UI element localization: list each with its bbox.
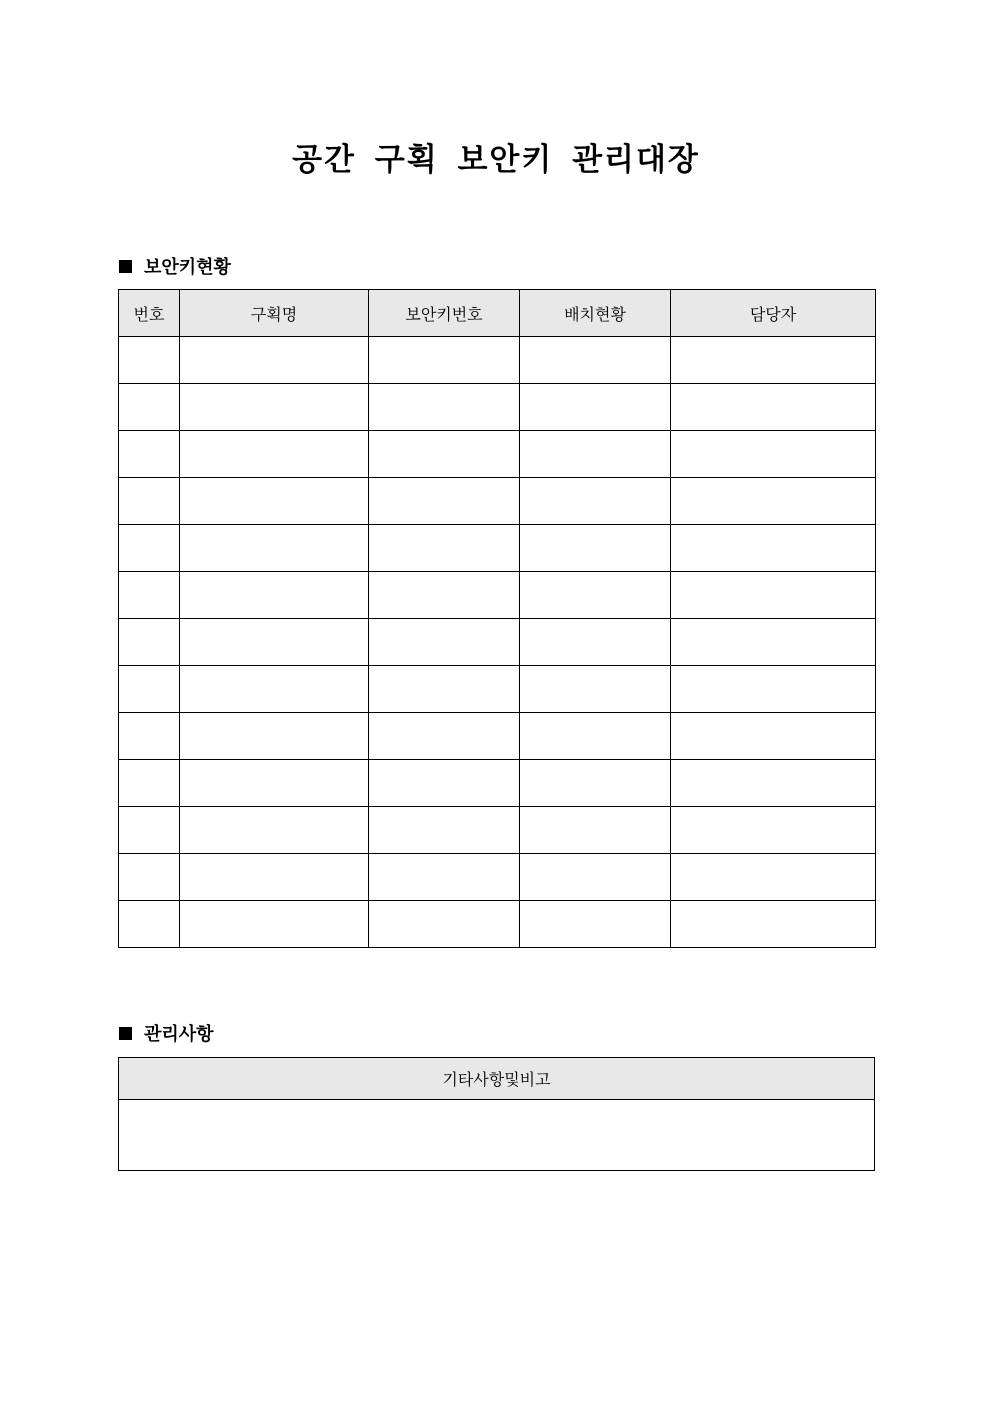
table-row	[119, 854, 876, 901]
cell-placement-status[interactable]	[520, 807, 671, 854]
cell-zone-name[interactable]	[180, 525, 369, 572]
remarks-cell[interactable]	[119, 1100, 875, 1171]
cell-manager[interactable]	[671, 478, 876, 525]
section-heading-management	[119, 1020, 214, 1046]
cell-number[interactable]	[119, 384, 180, 431]
cell-number[interactable]	[119, 478, 180, 525]
section-heading-label: 관리사항	[144, 1024, 214, 1045]
cell-manager[interactable]	[671, 525, 876, 572]
cell-placement-status[interactable]	[520, 666, 671, 713]
cell-key-number[interactable]	[369, 478, 520, 525]
cell-zone-name[interactable]	[180, 713, 369, 760]
cell-manager[interactable]	[671, 619, 876, 666]
cell-placement-status[interactable]	[520, 384, 671, 431]
management-notes-table	[118, 1057, 875, 1171]
cell-zone-name[interactable]	[180, 431, 369, 478]
table-header-row	[119, 290, 876, 337]
cell-number[interactable]	[119, 854, 180, 901]
cell-zone-name[interactable]	[180, 666, 369, 713]
column-header-number: 번호	[119, 290, 180, 337]
cell-zone-name[interactable]	[180, 901, 369, 948]
cell-key-number[interactable]	[369, 760, 520, 807]
cell-number[interactable]	[119, 525, 180, 572]
cell-key-number[interactable]	[369, 337, 520, 384]
cell-key-number[interactable]	[369, 854, 520, 901]
table-header-row	[119, 1058, 875, 1100]
section-heading-label: 보안키현황	[144, 257, 231, 278]
table-row	[119, 807, 876, 854]
cell-placement-status[interactable]	[520, 431, 671, 478]
cell-zone-name[interactable]	[180, 572, 369, 619]
cell-key-number[interactable]	[369, 572, 520, 619]
cell-placement-status[interactable]	[520, 713, 671, 760]
cell-placement-status[interactable]	[520, 337, 671, 384]
cell-placement-status[interactable]	[520, 525, 671, 572]
table-row	[119, 384, 876, 431]
page-title: 공간 구획 보안키 관리대장	[292, 142, 700, 178]
section-heading-key-status	[119, 253, 231, 279]
cell-zone-name[interactable]	[180, 384, 369, 431]
cell-key-number[interactable]	[369, 525, 520, 572]
cell-placement-status[interactable]	[520, 572, 671, 619]
column-header-placement-status: 배치현황	[520, 290, 671, 337]
table-row	[119, 478, 876, 525]
table-row	[119, 572, 876, 619]
cell-placement-status[interactable]	[520, 619, 671, 666]
cell-manager[interactable]	[671, 572, 876, 619]
cell-key-number[interactable]	[369, 807, 520, 854]
column-header-remarks: 기타사항및비고	[119, 1058, 875, 1100]
cell-manager[interactable]	[671, 901, 876, 948]
cell-zone-name[interactable]	[180, 337, 369, 384]
table-row	[119, 666, 876, 713]
cell-number[interactable]	[119, 337, 180, 384]
table-row	[119, 525, 876, 572]
cell-zone-name[interactable]	[180, 619, 369, 666]
cell-key-number[interactable]	[369, 431, 520, 478]
cell-manager[interactable]	[671, 854, 876, 901]
cell-placement-status[interactable]	[520, 760, 671, 807]
cell-key-number[interactable]	[369, 713, 520, 760]
cell-number[interactable]	[119, 807, 180, 854]
cell-manager[interactable]	[671, 431, 876, 478]
square-bullet-icon	[119, 1027, 132, 1040]
table-row	[119, 1100, 875, 1171]
table-row	[119, 337, 876, 384]
cell-manager[interactable]	[671, 384, 876, 431]
cell-number[interactable]	[119, 760, 180, 807]
table-row	[119, 760, 876, 807]
cell-manager[interactable]	[671, 337, 876, 384]
cell-number[interactable]	[119, 901, 180, 948]
cell-key-number[interactable]	[369, 384, 520, 431]
cell-number[interactable]	[119, 619, 180, 666]
cell-manager[interactable]	[671, 760, 876, 807]
cell-key-number[interactable]	[369, 619, 520, 666]
cell-placement-status[interactable]	[520, 854, 671, 901]
cell-zone-name[interactable]	[180, 854, 369, 901]
key-status-table	[118, 289, 876, 948]
column-header-manager: 담당자	[671, 290, 876, 337]
cell-zone-name[interactable]	[180, 478, 369, 525]
cell-key-number[interactable]	[369, 666, 520, 713]
cell-number[interactable]	[119, 431, 180, 478]
cell-manager[interactable]	[671, 713, 876, 760]
table-row	[119, 713, 876, 760]
cell-placement-status[interactable]	[520, 478, 671, 525]
cell-manager[interactable]	[671, 666, 876, 713]
cell-zone-name[interactable]	[180, 760, 369, 807]
table-row	[119, 431, 876, 478]
cell-key-number[interactable]	[369, 901, 520, 948]
cell-number[interactable]	[119, 713, 180, 760]
column-header-zone-name: 구획명	[180, 290, 369, 337]
column-header-key-number: 보안키번호	[369, 290, 520, 337]
table-row	[119, 901, 876, 948]
table-row	[119, 619, 876, 666]
cell-number[interactable]	[119, 666, 180, 713]
cell-placement-status[interactable]	[520, 901, 671, 948]
cell-number[interactable]	[119, 572, 180, 619]
square-bullet-icon	[119, 260, 132, 273]
cell-zone-name[interactable]	[180, 807, 369, 854]
cell-manager[interactable]	[671, 807, 876, 854]
